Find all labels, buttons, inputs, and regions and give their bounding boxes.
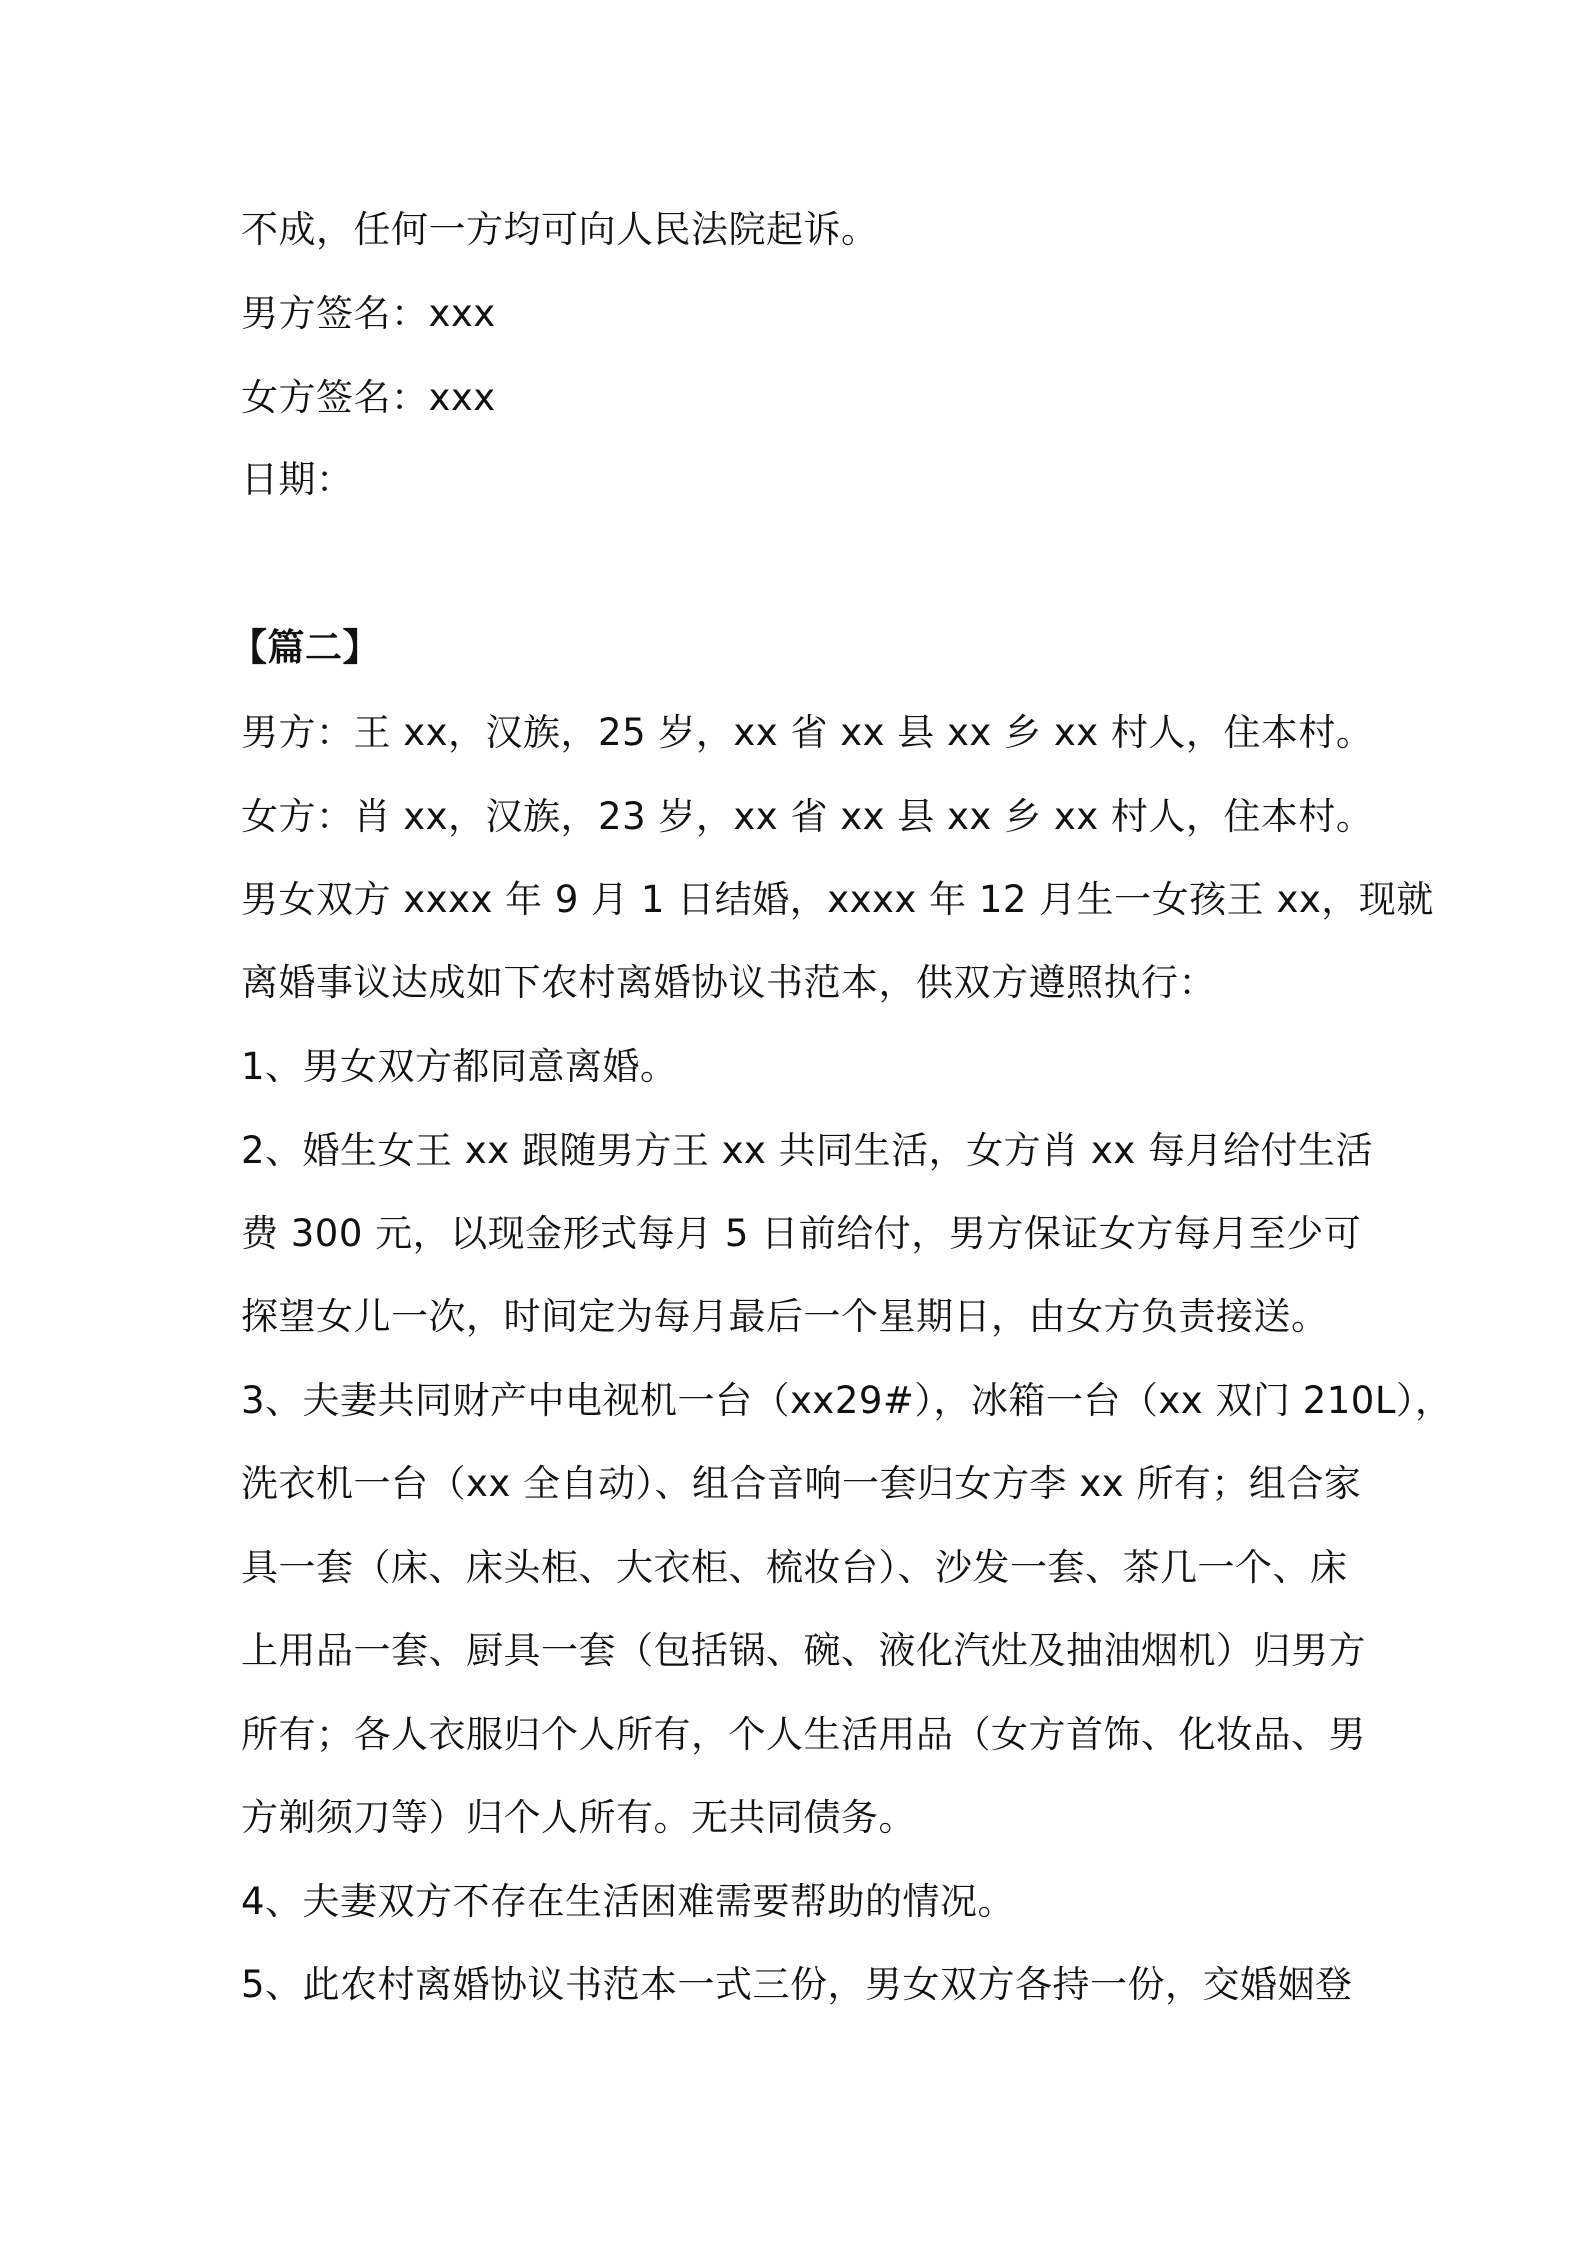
paragraph-line: 具一套（床、床头柜、大衣柜、梳妆台）、沙发一套、茶几一个、床 — [241, 1546, 1348, 1589]
paragraph-line: 不成，任何一方均可向人民法院起诉。 — [241, 208, 879, 251]
paragraph-line: 男方：王 xx，汉族，25 岁，xx 省 xx 县 xx 乡 xx 村人，住本村。 — [241, 711, 1374, 754]
female-signature-line: 女方签名：xxx — [241, 376, 496, 419]
paragraph-line: 1、男女双方都同意离婚。 — [241, 1045, 678, 1088]
section-heading: 【篇二】 — [230, 626, 380, 669]
paragraph-line: 4、夫妻双方不存在生活困难需要帮助的情况。 — [241, 1880, 1016, 1923]
paragraph-line: 洗衣机一台（xx 全自动）、组合音响一套归女方李 xx 所有；组合家 — [241, 1462, 1362, 1505]
paragraph-line: 3、夫妻共同财产中电视机一台（xx29#），冰箱一台（xx 双门 210L）， — [241, 1379, 1453, 1422]
paragraph-line: 方剃须刀等）归个人所有。无共同债务。 — [241, 1796, 916, 1839]
paragraph-line: 探望女儿一次，时间定为每月最后一个星期日，由女方负责接送。 — [241, 1295, 1329, 1338]
paragraph-line: 所有；各人衣服归个人所有，个人生活用品（女方首饰、化妆品、男 — [241, 1713, 1366, 1756]
paragraph-line: 5、此农村离婚协议书范本一式三份，男女双方各持一份，交婚姻登 — [241, 1963, 1353, 2006]
paragraph-line: 费 300 元，以现金形式每月 5 日前给付，男方保证女方每月至少可 — [241, 1212, 1362, 1255]
paragraph-line: 离婚事议达成如下农村离婚协议书范本，供双方遵照执行： — [241, 961, 1216, 1004]
paragraph-line: 男女双方 xxxx 年 9 月 1 日结婚，xxxx 年 12 月生一女孩王 xx，现就 — [241, 878, 1434, 921]
male-signature-line: 男方签名：xxx — [241, 292, 496, 335]
date-line: 日期： — [241, 458, 354, 501]
paragraph-line: 上用品一套、厨具一套（包括锅、碗、液化汽灶及抽油烟机）归男方 — [241, 1629, 1366, 1672]
paragraph-line: 2、婚生女王 xx 跟随男方王 xx 共同生活，女方肖 xx 每月给付生活 — [241, 1129, 1373, 1172]
paragraph-line: 女方：肖 xx，汉族，23 岁，xx 省 xx 县 xx 乡 xx 村人，住本村。 — [241, 795, 1374, 838]
